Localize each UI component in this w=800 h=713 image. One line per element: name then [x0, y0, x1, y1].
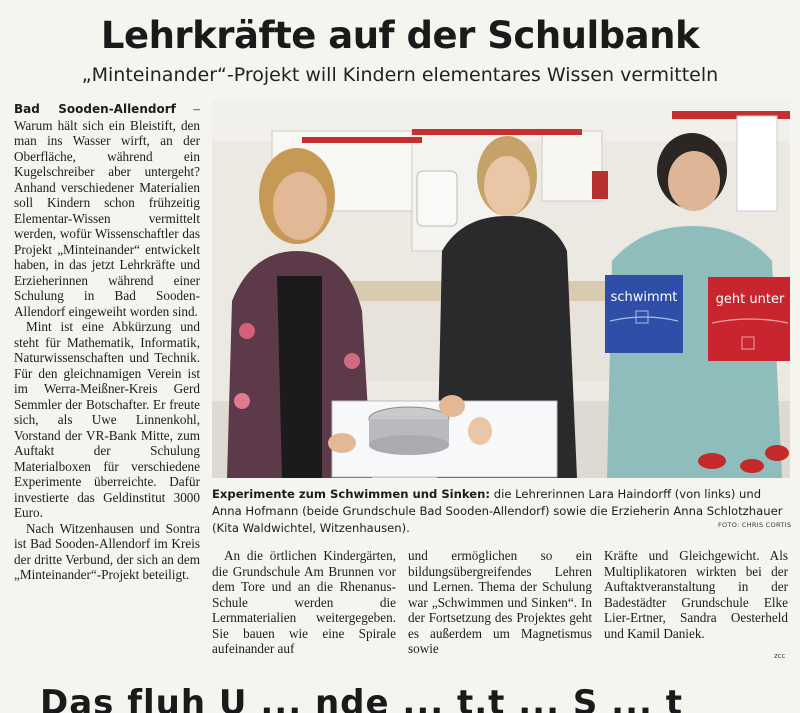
photo-credit: FOTO: CHRIS CORTIS	[718, 521, 792, 529]
sign-schwimmt-label: schwimmt	[610, 290, 678, 305]
caption-text: die Lehrerinnen Lara Haindorff (von links) und Anna Hofmann (beide Grundschule Bad Sooden-Allendorf) sowie die Erzieherin Anna Schlotzhauer (Kita Waldwichtel, Witzenhausen).	[212, 487, 783, 535]
article-column-4: Kräfte und Gleichgewicht. Als Multiplikatoren wirkten bei der Auftaktveranstaltung in der Badestädter Grundschule Elke Lier-Ertner, Sandra Oesterheld und Kamil Daniek.	[604, 548, 788, 641]
article-column-2: An die örtlichen Kindergärten, die Grundschule Am Brunnen vor dem Tore und an die Rhenanus-Schule werden die Lernmaterialien weitergegeben. Sie bauen wie eine Spirale aufeinander auf	[212, 548, 396, 656]
article-column-3: und ermöglichen so ein bildungsübergreifendes Lehren und Lernen. Thema der Schulung war „Schwimmen und Sinken“. In der Fortsetzung des Projektes geht es außerdem um Magnetismus sowie	[408, 548, 592, 656]
headline: Lehrkräfte auf der Schulbank	[100, 14, 700, 57]
dateline: Bad Sooden-Allendorf	[14, 102, 176, 116]
paragraph: Nach Witzenhausen und Sontra ist Bad Sooden-Allendorf im Kreis der dritte Verbund, der sich an dem „Minteinander“-Projekt beteiligt.	[14, 520, 200, 582]
photo-caption	[212, 486, 790, 537]
caption-lead: Experimente zum Schwimmen und Sinken:	[212, 487, 491, 501]
author-tag: zcc	[774, 652, 786, 660]
news-photo	[212, 101, 790, 478]
subheadline: „Minteinander“-Projekt will Kindern elementares Wissen vermitteln	[81, 64, 719, 86]
article-column-1	[14, 101, 200, 583]
paragraph: Mint ist eine Abkürzung und steht für Mathematik, Informatik, Naturwissenschaften und Technik. Für den gleichnamigen Verein ist im Werra-Meißner-Kreis Gerd Semmler der Botschafter. Er freute sich, als Uwe Linnenkohl, Vorstand der VR-Bank Mitte, zum Auftakt der Schulung Materialboxen für verschiedene Experimente überreichte. Dafür investierte das Geldinstitut 3000 Euro.	[14, 319, 200, 520]
next-article-headline	[40, 683, 780, 713]
next-headline-text: Das fluh U ... nde ... t.t ... S ... t	[40, 683, 683, 713]
paragraph-text: – Warum hält sich ein Bleistift, den man ins Wasser wirft, an der Oberfläche, während ein Kugelschreiber aber untergeht? Anhand verschiedener Materialien soll Kindern schon frühzeitig Elementar-Wissen vermittelt werden, wofür Wissenschaftler das Projekt „Minteinander“ entwickelt haben, in das jetzt Lehrkräfte und Erzieherinnen während einer Schulung in Bad Sooden-Allendorf eingeweiht worden sind.	[14, 101, 201, 319]
sign-geht-unter-label: geht unter	[715, 292, 785, 307]
photo-illustration	[212, 101, 790, 478]
paragraph	[14, 101, 200, 319]
